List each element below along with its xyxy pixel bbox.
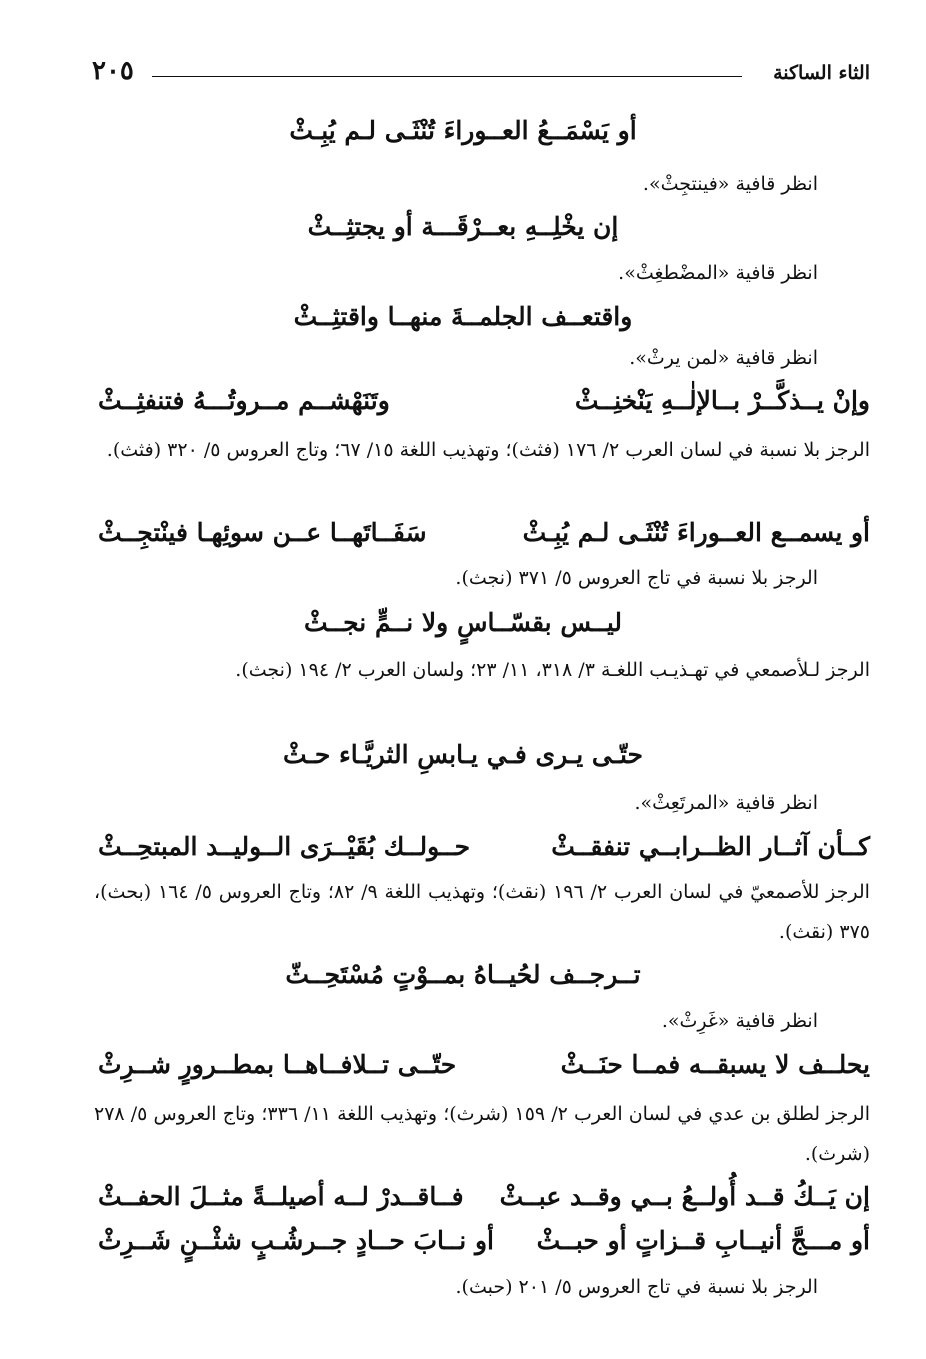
verse-line: أو يَسْمَــعُ العــوراءَ تُنْثَـى لـم يُبِـثْ [289,116,637,145]
cross-reference-note: انظر قافية «غَرِثْ». [661,1010,818,1032]
cross-reference-note: انظر قافية «المضْطغِثْ». [618,262,818,284]
cross-reference-note: انظر قافية «المرتَعِثْ». [634,792,818,814]
verse-first-hemistich: أو مـــجَّ أنيــابِ قــزاتٍ أو حبــثْ [536,1226,870,1255]
verse-second-hemistich: فــاقــدرْ لــه أصيلــةً مثــلَ الحفــثْ [98,1182,464,1211]
source-citation: الرجز بلا نسبة في تاج العروس ٥/ ٣٧١ (نجث). [455,567,818,589]
verse-first-hemistich: يحلــف لا يسبقــه فمــا حنَــثْ [560,1050,870,1079]
verse-line: حتّـى يـرى فـي يـابسِ الثريَّـاء حـثْ [282,740,644,769]
running-title: الثاء الساكنة [773,62,870,84]
source-citation: الرجز بلا نسبة في لسان العرب ٢/ ١٧٦ (فثث)؛ وتهذيب اللغة ١٥/ ٦٧؛ وتاج العروس ٥/ ٣٢٠ (فثث). [106,439,870,461]
header-rule [152,76,742,77]
verse-second-hemistich: سَفَــاتَهــا عــن سوئِهـا فينْتجِــثْ [98,518,427,547]
verse-second-hemistich: حتّــى تــلافــاهــا بمطــرورٍ شــرِثْ [98,1050,457,1079]
source-citation: الرجز لـلأصمعي في تهـذيـب اللغـة ٣/ ٣١٨، ١١/ ٢٣؛ ولسان العرب ٢/ ١٩٤ (نجث). [235,659,870,681]
verse-line: ليــس بقسّــاسٍ ولا نــمٍّ نجــثْ [303,608,623,637]
verse-second-hemistich: وتَنَهْشــم مــروتُـــهُ فتنفثِــثْ [98,386,390,415]
verse-second-hemistich: حــولــك بُقَيْــرَى الــوليــد المبتحِــثْ [98,832,471,861]
verse-first-hemistich: أو يسمــع العــوراءَ تُنْثَـى لـم يُبِـثْ [522,518,870,547]
verse-line: تــرجــف لحُيــاهُ بمــوْتٍ مُسْتَحِــثّ [285,960,641,989]
verse-first-hemistich: كــأن آثــار الظــرابــي تنفقــثْ [551,832,870,861]
source-citation: الرجز بلا نسبة في تاج العروس ٥/ ٢٠١ (حبث). [455,1276,818,1298]
page-number: ٢٠٥ [92,56,134,86]
source-citation: الرجز للأصمعيّ في لسان العرب ٢/ ١٩٦ (نقث)؛ وتهذيب اللغة ٩/ ٨٢؛ وتاج العروس ٥/ ١٦٤ (بحث)، ٣٧٥ (نقث). [94,881,870,943]
page-header [92,56,870,96]
verse-first-hemistich: إن يَــكُ قــد أُولــعُ بــي وقــد عبــثْ [499,1182,870,1211]
verse-second-hemistich: أو نــابَ حــادٍ جــرشُـبٍ شثْــنٍ شَــرِثْ [98,1226,494,1255]
verse-first-hemistich: وإنْ يــذكَّــرْ بــالإلٰــهِ يَنْخنِــثْ [574,386,870,415]
cross-reference-note: انظر قافية «لمن يرثْ». [629,347,818,369]
verse-line: واقتعــف الجلمــةَ منهــا واقتثِــثْ [293,302,633,331]
verse-line: إن يخْلِــهِ بعــرْقَـــة أو يجتثِــثْ [307,212,619,241]
cross-reference-note: انظر قافية «فينتجِثْ». [642,173,818,195]
source-citation: الرجز لطلق بن عدي في لسان العرب ٢/ ١٥٩ (شرث)؛ وتهذيب اللغة ١١/ ٣٣٦؛ وتاج العروس ٥/ ٢٧٨ (شرث). [94,1103,870,1165]
